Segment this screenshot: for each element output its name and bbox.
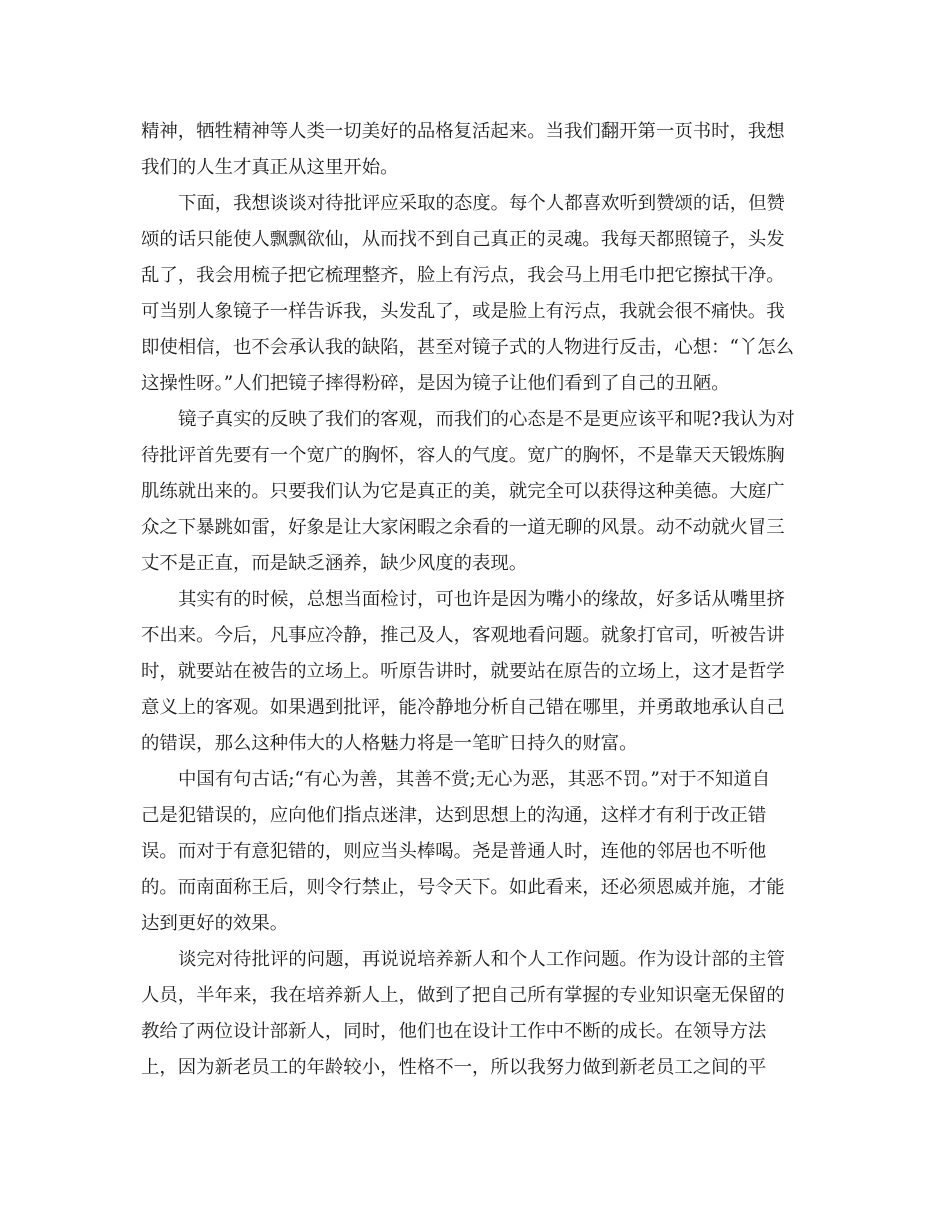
text-line: 误。而对于有意犯错的，则应当头棒喝。尧是普通人时，连他的邻居也不听他 [141,841,767,862]
document-body [141,114,811,1086]
text-line: 时，就要站在被告的立场上。听原告讲时，就要站在原告的立场上，这才是哲学 [141,661,785,682]
paragraph-first-line: 镜子真实的反映了我们的客观，而我们的心态是不是更应该平和呢?我认为对 [178,409,795,430]
text-line: 意义上的客观。如果遇到批评，能冷静地分析自己错在哪里，并勇敢地承认自己 [141,697,785,718]
text-line: 肌练就出来的。只要我们认为它是真正的美，就完全可以获得这种美德。大庭广 [141,481,785,502]
text-line: 乱了，我会用梳子把它梳理整齐，脸上有污点，我会马上用毛巾把它擦拭干净。 [141,265,785,286]
text-line: 丈不是正直，而是缺乏涵养，缺少风度的表现。 [141,553,528,574]
text-line: 我们的人生才真正从这里开始。 [141,157,399,178]
text-line: 的错误，那么这种伟大的人格魅力将是一笔旷日持久的财富。 [141,733,638,754]
paragraph-first-line: 其实有的时候，总想当面检讨，可也许是因为嘴小的缘故，好多话从嘴里挤 [178,589,785,610]
text-line: 己是犯错误的，应向他们指点迷津，达到思想上的沟通，这样才有利于改正错 [141,805,767,826]
text-line: 可当别人象镜子一样告诉我，头发乱了，或是脸上有污点，我就会很不痛快。我 [141,301,785,322]
text-line: 众之下暴跳如雷，好象是让大家闲暇之余看的一道无聊的风景。动不动就火冒三 [141,517,785,538]
text-line: 达到更好的效果。 [141,913,289,934]
text-line: 颂的话只能使人飘飘欲仙，从而找不到自己真正的灵魂。我每天都照镜子，头发 [141,229,785,250]
paragraph-first-line: 中国有句古话;“有心为善，其善不赏;无心为恶，其恶不罚。”对于不知道自 [178,769,771,790]
text-line: 人员，半年来，我在培养新人上，做到了把自己所有掌握的专业知识毫无保留的 [141,985,785,1006]
text-line: 教给了两位设计部新人，同时，他们也在设计工作中不断的成长。在领导方法 [141,1021,767,1042]
text-line: 待批评首先要有一个宽广的胸怀，容人的气度。宽广的胸怀，不是靠天天锻炼胸 [141,445,785,466]
text-line: 精神，牺牲精神等人类一切美好的品格复活起来。当我们翻开第一页书时，我想 [141,121,785,142]
text-line: 上，因为新老员工的年龄较小，性格不一，所以我努力做到新老员工之间的平 [141,1057,767,1078]
text-line: 这操性呀。”人们把镜子摔得粉碎，是因为镜子让他们看到了自己的丑陋。 [141,373,730,394]
text-line: 不出来。今后，凡事应冷静，推己及人，客观地看问题。就象打官司，听被告讲 [141,625,785,646]
text-line: 的。而南面称王后，则令行禁止，号令天下。如此看来，还必须恩威并施，才能 [141,877,785,898]
text-line: 即使相信，也不会承认我的缺陷，甚至对镜子式的人物进行反击，心想：“丫怎么 [141,337,795,358]
paragraph-first-line: 下面，我想谈谈对待批评应采取的态度。每个人都喜欢听到赞颂的话，但赞 [178,193,785,214]
paragraph-first-line: 谈完对待批评的问题，再说说培养新人和个人工作问题。作为设计部的主管 [178,949,785,970]
